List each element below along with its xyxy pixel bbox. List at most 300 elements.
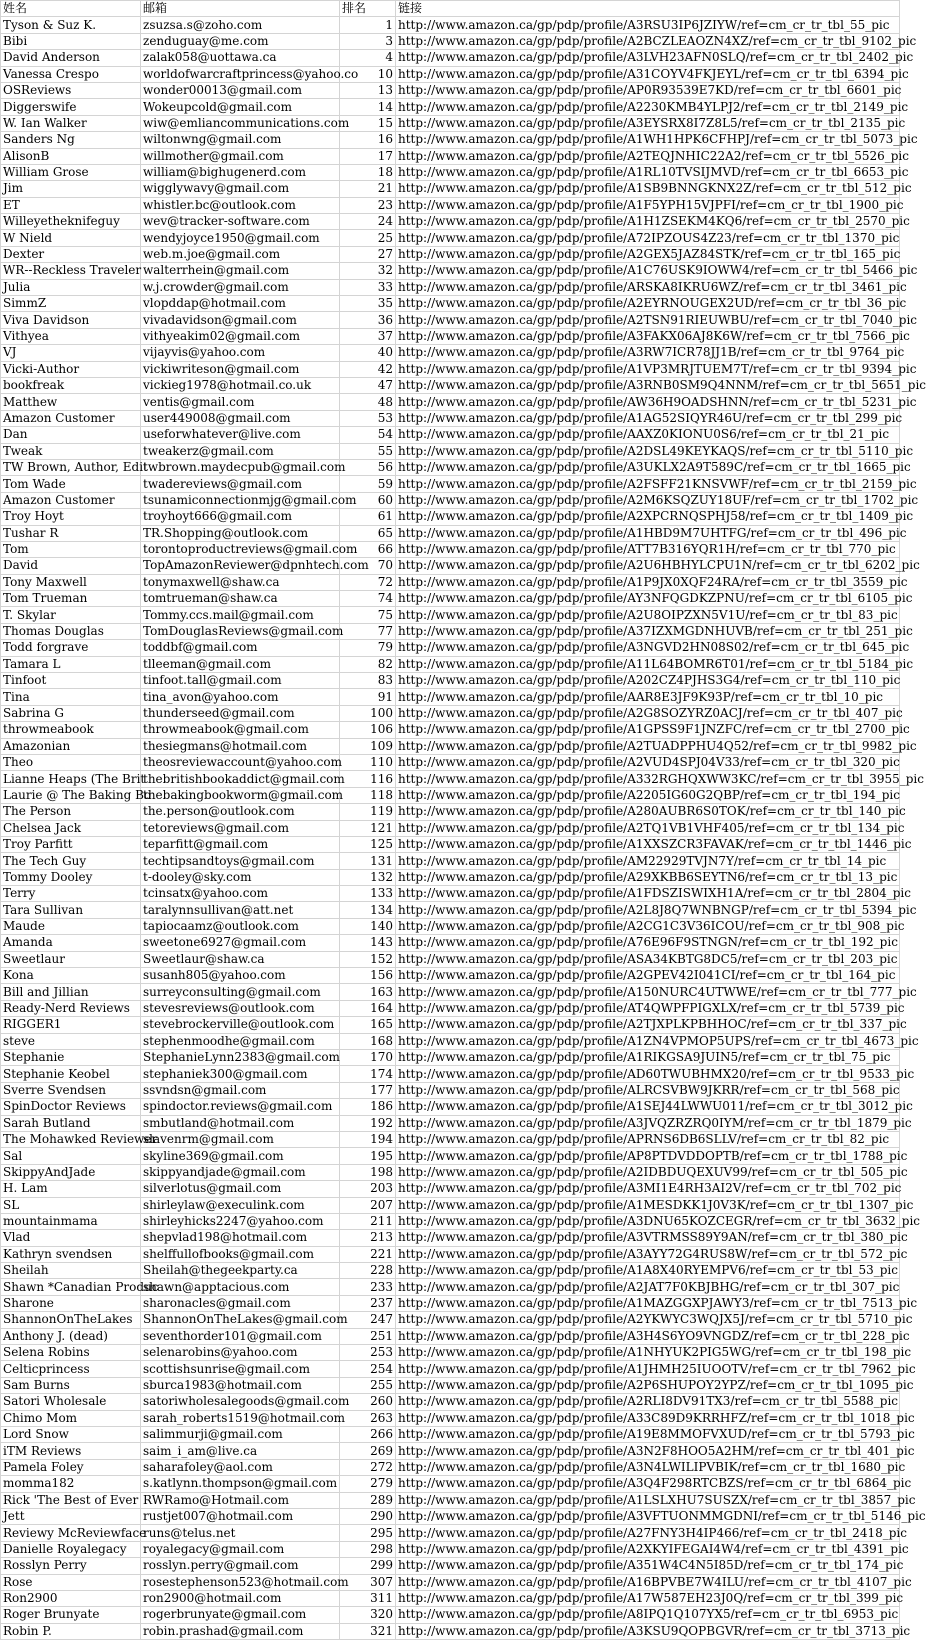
rank-cell[interactable]: 15: [340, 115, 396, 131]
email-cell[interactable]: user449008@gmail.com: [141, 410, 340, 426]
name-cell[interactable]: SkippyAndJade: [1, 1164, 141, 1180]
rank-cell[interactable]: 163: [340, 984, 396, 1000]
link-cell[interactable]: http://www.amazon.ca/gp/pdp/profile/A3VFTUONMMGDNI/ref=cm_cr_tr_tbl_5146_pic: [396, 1508, 900, 1524]
email-cell[interactable]: vlopddap@hotmail.com: [141, 296, 340, 312]
email-cell[interactable]: taralynnsullivan@att.net: [141, 902, 340, 918]
email-cell[interactable]: Sweetlaur@shaw.ca: [141, 951, 340, 967]
rank-cell[interactable]: 269: [340, 1443, 396, 1459]
email-cell[interactable]: willmother@gmail.com: [141, 148, 340, 164]
rank-cell[interactable]: 54: [340, 427, 396, 443]
email-cell[interactable]: Wokeupcold@gmail.com: [141, 99, 340, 115]
link-cell[interactable]: http://www.amazon.ca/gp/pdp/profile/A29XKBB6SEYTN6/ref=cm_cr_tr_tbl_13_pic: [396, 869, 900, 885]
email-cell[interactable]: shepvlad198@hotmail.com: [141, 1230, 340, 1246]
link-cell[interactable]: http://www.amazon.ca/gp/pdp/profile/ATT7B316YQR1H/ref=cm_cr_tr_tbl_770_pic: [396, 541, 900, 557]
name-cell[interactable]: mountainmama: [1, 1213, 141, 1229]
name-cell[interactable]: Rose: [1, 1574, 141, 1590]
email-cell[interactable]: shawn@apptacious.com: [141, 1279, 340, 1295]
link-cell[interactable]: http://www.amazon.ca/gp/pdp/profile/A2M6KSQZUY18UF/ref=cm_cr_tr_tbl_1702_pic: [396, 492, 900, 508]
link-cell[interactable]: http://www.amazon.ca/gp/pdp/profile/AW36H9OADSHNN/ref=cm_cr_tr_tbl_5231_pic: [396, 394, 900, 410]
email-cell[interactable]: thebakingbookworm@gmail.com: [141, 787, 340, 803]
rank-cell[interactable]: 36: [340, 312, 396, 328]
email-cell[interactable]: shirleylaw@execulink.com: [141, 1197, 340, 1213]
link-cell[interactable]: http://www.amazon.ca/gp/pdp/profile/A3AYY72G4RUS8W/ref=cm_cr_tr_tbl_572_pic: [396, 1246, 900, 1262]
name-cell[interactable]: Terry: [1, 886, 141, 902]
email-cell[interactable]: ShannonOnTheLakes@gmail.com: [141, 1312, 340, 1328]
email-cell[interactable]: TomDouglasReviews@gmail.com: [141, 623, 340, 639]
rank-cell[interactable]: 266: [340, 1426, 396, 1442]
rank-cell[interactable]: 33: [340, 279, 396, 295]
name-cell[interactable]: Rick 'The Best of Ever: [1, 1492, 141, 1508]
email-cell[interactable]: robin.prashad@gmail.com: [141, 1623, 340, 1639]
name-cell[interactable]: W. Ian Walker: [1, 115, 141, 131]
rank-cell[interactable]: 164: [340, 1000, 396, 1016]
name-cell[interactable]: The Tech Guy: [1, 853, 141, 869]
email-cell[interactable]: TR.Shopping@outlook.com: [141, 525, 340, 541]
rank-cell[interactable]: 72: [340, 574, 396, 590]
email-cell[interactable]: selenarobins@yahoo.com: [141, 1345, 340, 1361]
email-cell[interactable]: StephanieLynn2383@gmail.com: [141, 1050, 340, 1066]
link-cell[interactable]: http://www.amazon.ca/gp/pdp/profile/A3LVH23AFN0SLQ/ref=cm_cr_tr_tbl_2402_pic: [396, 50, 900, 66]
rank-cell[interactable]: 255: [340, 1377, 396, 1393]
rank-cell[interactable]: 132: [340, 869, 396, 885]
link-cell[interactable]: http://www.amazon.ca/gp/pdp/profile/A2XPCRNQSPHJ58/ref=cm_cr_tr_tbl_1409_pic: [396, 509, 900, 525]
email-cell[interactable]: whistler.bc@outlook.com: [141, 197, 340, 213]
email-cell[interactable]: Tommy.ccs.mail@gmail.com: [141, 607, 340, 623]
email-cell[interactable]: ventis@gmail.com: [141, 394, 340, 410]
rank-cell[interactable]: 4: [340, 50, 396, 66]
name-cell[interactable]: Amazon Customer: [1, 410, 141, 426]
name-cell[interactable]: Celticprincess: [1, 1361, 141, 1377]
email-cell[interactable]: tapiocaamz@outlook.com: [141, 918, 340, 934]
name-cell[interactable]: Lianne Heaps (The Brit: [1, 771, 141, 787]
rank-cell[interactable]: 60: [340, 492, 396, 508]
email-cell[interactable]: thebritishbookaddict@gmail.com: [141, 771, 340, 787]
name-cell[interactable]: Vanessa Crespo: [1, 66, 141, 82]
column-header-name[interactable]: 姓名: [1, 1, 141, 17]
name-cell[interactable]: Tom Trueman: [1, 591, 141, 607]
email-cell[interactable]: tinfoot.tall@gmail.com: [141, 673, 340, 689]
name-cell[interactable]: Anthony J. (dead): [1, 1328, 141, 1344]
name-cell[interactable]: Reviewy McReviewface: [1, 1525, 141, 1541]
email-cell[interactable]: stevesreviews@outlook.com: [141, 1000, 340, 1016]
rank-cell[interactable]: 70: [340, 558, 396, 574]
link-cell[interactable]: http://www.amazon.ca/gp/pdp/profile/A37IZXMGDNHUVB/ref=cm_cr_tr_tbl_251_pic: [396, 623, 900, 639]
link-cell[interactable]: http://www.amazon.ca/gp/pdp/profile/A2EYRNOUGEX2UD/ref=cm_cr_tr_tbl_36_pic: [396, 296, 900, 312]
name-cell[interactable]: Vlad: [1, 1230, 141, 1246]
name-cell[interactable]: Diggerswife: [1, 99, 141, 115]
name-cell[interactable]: Amanda: [1, 935, 141, 951]
link-cell[interactable]: http://www.amazon.ca/gp/pdp/profile/A2CG1C3V36ICOU/ref=cm_cr_tr_tbl_908_pic: [396, 918, 900, 934]
email-cell[interactable]: wiw@emliancommunications.com: [141, 115, 340, 131]
link-cell[interactable]: http://www.amazon.ca/gp/pdp/profile/A2G8SOZYRZ0ACJ/ref=cm_cr_tr_tbl_407_pic: [396, 705, 900, 721]
link-cell[interactable]: http://www.amazon.ca/gp/pdp/profile/A1VP3MRJTUEM7T/ref=cm_cr_tr_tbl_9394_pic: [396, 361, 900, 377]
name-cell[interactable]: RIGGER1: [1, 1017, 141, 1033]
email-cell[interactable]: sweetone6927@gmail.com: [141, 935, 340, 951]
link-cell[interactable]: http://www.amazon.ca/gp/pdp/profile/A3DNU65KOZCEGR/ref=cm_cr_tr_tbl_3632_pic: [396, 1213, 900, 1229]
rank-cell[interactable]: 170: [340, 1050, 396, 1066]
rank-cell[interactable]: 125: [340, 836, 396, 852]
rank-cell[interactable]: 65: [340, 525, 396, 541]
link-cell[interactable]: http://www.amazon.ca/gp/pdp/profile/ALRCSVBW9JKRR/ref=cm_cr_tr_tbl_568_pic: [396, 1082, 900, 1098]
link-cell[interactable]: http://www.amazon.ca/gp/pdp/profile/AM22929TVJN7Y/ref=cm_cr_tr_tbl_14_pic: [396, 853, 900, 869]
email-cell[interactable]: saim_i_am@live.ca: [141, 1443, 340, 1459]
name-cell[interactable]: steve: [1, 1033, 141, 1049]
link-cell[interactable]: http://www.amazon.ca/gp/pdp/profile/AT4QWPFPIGXLX/ref=cm_cr_tr_tbl_5739_pic: [396, 1000, 900, 1016]
email-cell[interactable]: techtipsandtoys@gmail.com: [141, 853, 340, 869]
link-cell[interactable]: http://www.amazon.ca/gp/pdp/profile/A2BCZLEAOZN4XZ/ref=cm_cr_tr_tbl_9102_pic: [396, 33, 900, 49]
link-cell[interactable]: http://www.amazon.ca/gp/pdp/profile/A2TEQJNHIC22A2/ref=cm_cr_tr_tbl_5526_pic: [396, 148, 900, 164]
link-cell[interactable]: http://www.amazon.ca/gp/pdp/profile/A31COYV4FKJEYL/ref=cm_cr_tr_tbl_6394_pic: [396, 66, 900, 82]
rank-cell[interactable]: 42: [340, 361, 396, 377]
rank-cell[interactable]: 32: [340, 263, 396, 279]
email-cell[interactable]: RWRamo@Hotmail.com: [141, 1492, 340, 1508]
column-header-rank[interactable]: 排名: [340, 1, 396, 17]
email-cell[interactable]: web.m.joe@gmail.com: [141, 246, 340, 262]
name-cell[interactable]: Tara Sullivan: [1, 902, 141, 918]
rank-cell[interactable]: 260: [340, 1394, 396, 1410]
rank-cell[interactable]: 156: [340, 968, 396, 984]
name-cell[interactable]: Tweak: [1, 443, 141, 459]
link-cell[interactable]: http://www.amazon.ca/gp/pdp/profile/A2TQ1VB1VHF405/ref=cm_cr_tr_tbl_134_pic: [396, 820, 900, 836]
link-cell[interactable]: http://www.amazon.ca/gp/pdp/profile/A2XKYIFEGAI4W4/ref=cm_cr_tr_tbl_4391_pic: [396, 1541, 900, 1557]
name-cell[interactable]: Willeyetheknifeguy: [1, 214, 141, 230]
email-cell[interactable]: royalegacy@gmail.com: [141, 1541, 340, 1557]
link-cell[interactable]: http://www.amazon.ca/gp/pdp/profile/A8IPQ1Q107YX5/ref=cm_cr_tr_tbl_6953_pic: [396, 1607, 900, 1623]
rank-cell[interactable]: 66: [340, 541, 396, 557]
name-cell[interactable]: Thomas Douglas: [1, 623, 141, 639]
link-cell[interactable]: http://www.amazon.ca/gp/pdp/profile/A3Q4F298RTCBZS/ref=cm_cr_tr_tbl_6864_pic: [396, 1476, 900, 1492]
email-cell[interactable]: satoriwholesalegoods@gmail.com: [141, 1394, 340, 1410]
name-cell[interactable]: Troy Hoyt: [1, 509, 141, 525]
rank-cell[interactable]: 16: [340, 132, 396, 148]
email-cell[interactable]: troyhoyt666@gmail.com: [141, 509, 340, 525]
email-cell[interactable]: zalak058@uottawa.ca: [141, 50, 340, 66]
name-cell[interactable]: William Grose: [1, 164, 141, 180]
rank-cell[interactable]: 109: [340, 738, 396, 754]
name-cell[interactable]: Ready-Nerd Reviews: [1, 1000, 141, 1016]
email-cell[interactable]: seventhorder101@gmail.com: [141, 1328, 340, 1344]
link-cell[interactable]: http://www.amazon.ca/gp/pdp/profile/A3UKLX2A9T589C/ref=cm_cr_tr_tbl_1665_pic: [396, 459, 900, 475]
name-cell[interactable]: Laurie @ The Baking Bo: [1, 787, 141, 803]
email-cell[interactable]: zenduguay@me.com: [141, 33, 340, 49]
link-cell[interactable]: http://www.amazon.ca/gp/pdp/profile/A2RLI8DV91TX3/ref=cm_cr_tr_tbl_5588_pic: [396, 1394, 900, 1410]
email-cell[interactable]: wev@tracker-software.com: [141, 214, 340, 230]
link-cell[interactable]: http://www.amazon.ca/gp/pdp/profile/A16BPVBE7W4ILU/ref=cm_cr_tr_tbl_4107_pic: [396, 1574, 900, 1590]
rank-cell[interactable]: 74: [340, 591, 396, 607]
email-cell[interactable]: useforwhatever@live.com: [141, 427, 340, 443]
rank-cell[interactable]: 24: [340, 214, 396, 230]
rank-cell[interactable]: 213: [340, 1230, 396, 1246]
name-cell[interactable]: Rosslyn Perry: [1, 1558, 141, 1574]
link-cell[interactable]: http://www.amazon.ca/gp/pdp/profile/A2IDBDUQEXUV99/ref=cm_cr_tr_tbl_505_pic: [396, 1164, 900, 1180]
link-cell[interactable]: http://www.amazon.ca/gp/pdp/profile/A3N2F8HOO5A2HM/ref=cm_cr_tr_tbl_401_pic: [396, 1443, 900, 1459]
link-cell[interactable]: http://www.amazon.ca/gp/pdp/profile/A3JVQZRZRQ0IYM/ref=cm_cr_tr_tbl_1879_pic: [396, 1115, 900, 1131]
rank-cell[interactable]: 10: [340, 66, 396, 82]
rank-cell[interactable]: 311: [340, 1590, 396, 1606]
link-cell[interactable]: http://www.amazon.ca/gp/pdp/profile/A1LSLXHU7SUSZX/ref=cm_cr_tr_tbl_3857_pic: [396, 1492, 900, 1508]
email-cell[interactable]: thesiegmans@hotmail.com: [141, 738, 340, 754]
name-cell[interactable]: AlisonB: [1, 148, 141, 164]
email-cell[interactable]: zsuzsa.s@zoho.com: [141, 17, 340, 33]
email-cell[interactable]: silverlotus@gmail.com: [141, 1181, 340, 1197]
name-cell[interactable]: Selena Robins: [1, 1345, 141, 1361]
column-header-email[interactable]: 邮箱: [141, 1, 340, 17]
link-cell[interactable]: http://www.amazon.ca/gp/pdp/profile/A1F5YPH15VJPFI/ref=cm_cr_tr_tbl_1900_pic: [396, 197, 900, 213]
link-cell[interactable]: http://www.amazon.ca/gp/pdp/profile/A2GPEV42I041CI/ref=cm_cr_tr_tbl_164_pic: [396, 968, 900, 984]
link-cell[interactable]: http://www.amazon.ca/gp/pdp/profile/A76E96F9STNGN/ref=cm_cr_tr_tbl_192_pic: [396, 935, 900, 951]
rank-cell[interactable]: 21: [340, 181, 396, 197]
name-cell[interactable]: The Mohawked Reviewer: [1, 1131, 141, 1147]
name-cell[interactable]: WR--Reckless Traveler: [1, 263, 141, 279]
link-cell[interactable]: http://www.amazon.ca/gp/pdp/profile/A3N4LWILIPVBIK/ref=cm_cr_tr_tbl_1680_pic: [396, 1459, 900, 1475]
rank-cell[interactable]: 18: [340, 164, 396, 180]
name-cell[interactable]: SpinDoctor Reviews: [1, 1099, 141, 1115]
name-cell[interactable]: Chimo Mom: [1, 1410, 141, 1426]
name-cell[interactable]: Lord Snow: [1, 1426, 141, 1442]
name-cell[interactable]: Sweetlaur: [1, 951, 141, 967]
email-cell[interactable]: stephaniek300@gmail.com: [141, 1066, 340, 1082]
name-cell[interactable]: Amazonian: [1, 738, 141, 754]
email-cell[interactable]: rogerbrunyate@gmail.com: [141, 1607, 340, 1623]
name-cell[interactable]: Dan: [1, 427, 141, 443]
email-cell[interactable]: the.person@outlook.com: [141, 804, 340, 820]
rank-cell[interactable]: 177: [340, 1082, 396, 1098]
link-cell[interactable]: http://www.amazon.ca/gp/pdp/profile/A150NURC4UTWWE/ref=cm_cr_tr_tbl_777_pic: [396, 984, 900, 1000]
link-cell[interactable]: http://www.amazon.ca/gp/pdp/profile/A2205IG60G2QBP/ref=cm_cr_tr_tbl_194_pic: [396, 787, 900, 803]
link-cell[interactable]: http://www.amazon.ca/gp/pdp/profile/APRNS6DB6SLLV/ref=cm_cr_tr_tbl_82_pic: [396, 1131, 900, 1147]
rank-cell[interactable]: 251: [340, 1328, 396, 1344]
name-cell[interactable]: Matthew: [1, 394, 141, 410]
link-cell[interactable]: http://www.amazon.ca/gp/pdp/profile/A1NHYUK2PIG5WG/ref=cm_cr_tr_tbl_198_pic: [396, 1345, 900, 1361]
name-cell[interactable]: Vicki-Author: [1, 361, 141, 377]
email-cell[interactable]: tomtrueman@shaw.ca: [141, 591, 340, 607]
email-cell[interactable]: throwmeabook@gmail.com: [141, 722, 340, 738]
name-cell[interactable]: Sanders Ng: [1, 132, 141, 148]
link-cell[interactable]: http://www.amazon.ca/gp/pdp/profile/A2VUD4SPJ04V33/ref=cm_cr_tr_tbl_320_pic: [396, 754, 900, 770]
name-cell[interactable]: Tushar R: [1, 525, 141, 541]
email-cell[interactable]: vickieg1978@hotmail.co.uk: [141, 377, 340, 393]
rank-cell[interactable]: 165: [340, 1017, 396, 1033]
name-cell[interactable]: TW Brown, Author, Edit: [1, 459, 141, 475]
rank-cell[interactable]: 53: [340, 410, 396, 426]
name-cell[interactable]: Sam Burns: [1, 1377, 141, 1393]
email-cell[interactable]: rosslyn.perry@gmail.com: [141, 1558, 340, 1574]
link-cell[interactable]: http://www.amazon.ca/gp/pdp/profile/AD60TWUBHMX20/ref=cm_cr_tr_tbl_9533_pic: [396, 1066, 900, 1082]
email-cell[interactable]: torontoproductreviews@gmail.com: [141, 541, 340, 557]
rank-cell[interactable]: 3: [340, 33, 396, 49]
rank-cell[interactable]: 174: [340, 1066, 396, 1082]
email-cell[interactable]: smbutland@hotmail.com: [141, 1115, 340, 1131]
rank-cell[interactable]: 133: [340, 886, 396, 902]
email-cell[interactable]: tetoreviews@gmail.com: [141, 820, 340, 836]
email-cell[interactable]: twbrown.maydecpub@gmail.com: [141, 459, 340, 475]
rank-cell[interactable]: 207: [340, 1197, 396, 1213]
link-cell[interactable]: http://www.amazon.ca/gp/pdp/profile/AAXZ0KIONU0S6/ref=cm_cr_tr_tbl_21_pic: [396, 427, 900, 443]
name-cell[interactable]: Sheilah: [1, 1263, 141, 1279]
column-header-link[interactable]: 链接: [396, 1, 900, 17]
name-cell[interactable]: Sal: [1, 1148, 141, 1164]
link-cell[interactable]: http://www.amazon.ca/gp/pdp/profile/A1ZN4VPMOP5UPS/ref=cm_cr_tr_tbl_4673_pic: [396, 1033, 900, 1049]
rank-cell[interactable]: 82: [340, 656, 396, 672]
rank-cell[interactable]: 75: [340, 607, 396, 623]
email-cell[interactable]: rustjet007@hotmail.com: [141, 1508, 340, 1524]
link-cell[interactable]: http://www.amazon.ca/gp/pdp/profile/A72IPZOUS4Z23/ref=cm_cr_tr_tbl_1370_pic: [396, 230, 900, 246]
rank-cell[interactable]: 247: [340, 1312, 396, 1328]
link-cell[interactable]: http://www.amazon.ca/gp/pdp/profile/A1H1ZSEKM4KQ6/ref=cm_cr_tr_tbl_2570_pic: [396, 214, 900, 230]
rank-cell[interactable]: 77: [340, 623, 396, 639]
link-cell[interactable]: http://www.amazon.ca/gp/pdp/profile/A3RW7ICR78JJ1B/ref=cm_cr_tr_tbl_9764_pic: [396, 345, 900, 361]
name-cell[interactable]: Theo: [1, 754, 141, 770]
name-cell[interactable]: Stephanie: [1, 1050, 141, 1066]
name-cell[interactable]: iTM Reviews: [1, 1443, 141, 1459]
name-cell[interactable]: Jett: [1, 1508, 141, 1524]
name-cell[interactable]: Tony Maxwell: [1, 574, 141, 590]
email-cell[interactable]: sburca1983@hotmail.com: [141, 1377, 340, 1393]
email-cell[interactable]: saharafoley@aol.com: [141, 1459, 340, 1475]
email-cell[interactable]: spindoctor.reviews@gmail.com: [141, 1099, 340, 1115]
name-cell[interactable]: Bill and Jillian: [1, 984, 141, 1000]
email-cell[interactable]: ron2900@hotmail.com: [141, 1590, 340, 1606]
rank-cell[interactable]: 1: [340, 17, 396, 33]
name-cell[interactable]: Satori Wholesale: [1, 1394, 141, 1410]
rank-cell[interactable]: 47: [340, 377, 396, 393]
email-cell[interactable]: worldofwarcraftprincess@yahoo.co: [141, 66, 340, 82]
rank-cell[interactable]: 168: [340, 1033, 396, 1049]
link-cell[interactable]: http://www.amazon.ca/gp/pdp/profile/A2P6SHUPOY2YPZ/ref=cm_cr_tr_tbl_1095_pic: [396, 1377, 900, 1393]
name-cell[interactable]: Tom Wade: [1, 476, 141, 492]
rank-cell[interactable]: 23: [340, 197, 396, 213]
rank-cell[interactable]: 195: [340, 1148, 396, 1164]
email-cell[interactable]: susanh805@yahoo.com: [141, 968, 340, 984]
rank-cell[interactable]: 56: [340, 459, 396, 475]
rank-cell[interactable]: 61: [340, 509, 396, 525]
name-cell[interactable]: Tinfoot: [1, 673, 141, 689]
email-cell[interactable]: vickiwriteson@gmail.com: [141, 361, 340, 377]
name-cell[interactable]: Sharone: [1, 1295, 141, 1311]
name-cell[interactable]: ET: [1, 197, 141, 213]
email-cell[interactable]: salimmurji@gmail.com: [141, 1426, 340, 1442]
email-cell[interactable]: wigglywavy@gmail.com: [141, 181, 340, 197]
rank-cell[interactable]: 272: [340, 1459, 396, 1475]
name-cell[interactable]: ShannonOnTheLakes: [1, 1312, 141, 1328]
name-cell[interactable]: The Person: [1, 804, 141, 820]
link-cell[interactable]: http://www.amazon.ca/gp/pdp/profile/A1MAZGGXPJAWY3/ref=cm_cr_tr_tbl_7513_pic: [396, 1295, 900, 1311]
name-cell[interactable]: W Nield: [1, 230, 141, 246]
rank-cell[interactable]: 100: [340, 705, 396, 721]
email-cell[interactable]: tina_avon@yahoo.com: [141, 689, 340, 705]
rank-cell[interactable]: 186: [340, 1099, 396, 1115]
rank-cell[interactable]: 198: [340, 1164, 396, 1180]
rank-cell[interactable]: 35: [340, 296, 396, 312]
email-cell[interactable]: surreyconsulting@gmail.com: [141, 984, 340, 1000]
rank-cell[interactable]: 134: [340, 902, 396, 918]
email-cell[interactable]: w.j.crowder@gmail.com: [141, 279, 340, 295]
link-cell[interactable]: http://www.amazon.ca/gp/pdp/profile/A3EYSRX8I7Z8L5/ref=cm_cr_tr_tbl_2135_pic: [396, 115, 900, 131]
email-cell[interactable]: toddbf@gmail.com: [141, 640, 340, 656]
link-cell[interactable]: http://www.amazon.ca/gp/pdp/profile/A280AUBR6S0TOK/ref=cm_cr_tr_tbl_140_pic: [396, 804, 900, 820]
email-cell[interactable]: stevebrockerville@outlook.com: [141, 1017, 340, 1033]
email-cell[interactable]: vithyeakim02@gmail.com: [141, 328, 340, 344]
link-cell[interactable]: http://www.amazon.ca/gp/pdp/profile/A19E8MMOFVXUD/ref=cm_cr_tr_tbl_5793_pic: [396, 1426, 900, 1442]
rank-cell[interactable]: 211: [340, 1213, 396, 1229]
rank-cell[interactable]: 295: [340, 1525, 396, 1541]
link-cell[interactable]: http://www.amazon.ca/gp/pdp/profile/ASA34KBTG8DC5/ref=cm_cr_tr_tbl_203_pic: [396, 951, 900, 967]
name-cell[interactable]: Sarah Butland: [1, 1115, 141, 1131]
name-cell[interactable]: Vithyea: [1, 328, 141, 344]
link-cell[interactable]: http://www.amazon.ca/gp/pdp/profile/A3H4S6YO9VNGDZ/ref=cm_cr_tr_tbl_228_pic: [396, 1328, 900, 1344]
email-cell[interactable]: wonder00013@gmail.com: [141, 82, 340, 98]
link-cell[interactable]: http://www.amazon.ca/gp/pdp/profile/A2U8OIPZXN5V1U/ref=cm_cr_tr_tbl_83_pic: [396, 607, 900, 623]
link-cell[interactable]: http://www.amazon.ca/gp/pdp/profile/A1MESDKK1J0V3K/ref=cm_cr_tr_tbl_1307_pic: [396, 1197, 900, 1213]
link-cell[interactable]: http://www.amazon.ca/gp/pdp/profile/A17W587EH23J0Q/ref=cm_cr_tr_tbl_399_pic: [396, 1590, 900, 1606]
rank-cell[interactable]: 17: [340, 148, 396, 164]
email-cell[interactable]: runs@telus.net: [141, 1525, 340, 1541]
link-cell[interactable]: http://www.amazon.ca/gp/pdp/profile/A11L64BOMR6T01/ref=cm_cr_tr_tbl_5184_pic: [396, 656, 900, 672]
rank-cell[interactable]: 106: [340, 722, 396, 738]
rank-cell[interactable]: 14: [340, 99, 396, 115]
link-cell[interactable]: http://www.amazon.ca/gp/pdp/profile/A1FDSZISWIXH1A/ref=cm_cr_tr_tbl_2804_pic: [396, 886, 900, 902]
link-cell[interactable]: http://www.amazon.ca/gp/pdp/profile/A2YKWYC3WQJX5J/ref=cm_cr_tr_tbl_5710_pic: [396, 1312, 900, 1328]
email-cell[interactable]: vijayvis@yahoo.com: [141, 345, 340, 361]
email-cell[interactable]: wendyjoyce1950@gmail.com: [141, 230, 340, 246]
rank-cell[interactable]: 298: [340, 1541, 396, 1557]
email-cell[interactable]: wiltonwng@gmail.com: [141, 132, 340, 148]
name-cell[interactable]: Danielle Royalegacy: [1, 1541, 141, 1557]
rank-cell[interactable]: 254: [340, 1361, 396, 1377]
email-cell[interactable]: tsunamiconnectionmjg@gmail.com: [141, 492, 340, 508]
rank-cell[interactable]: 263: [340, 1410, 396, 1426]
link-cell[interactable]: http://www.amazon.ca/gp/pdp/profile/A351W4C4N5I85D/ref=cm_cr_tr_tbl_174_pic: [396, 1558, 900, 1574]
rank-cell[interactable]: 27: [340, 246, 396, 262]
name-cell[interactable]: Tina: [1, 689, 141, 705]
email-cell[interactable]: s.katlynn.thompson@gmail.com: [141, 1476, 340, 1492]
link-cell[interactable]: http://www.amazon.ca/gp/pdp/profile/A2GEX5JAZ84STK/ref=cm_cr_tr_tbl_165_pic: [396, 246, 900, 262]
rank-cell[interactable]: 79: [340, 640, 396, 656]
rank-cell[interactable]: 119: [340, 804, 396, 820]
link-cell[interactable]: http://www.amazon.ca/gp/pdp/profile/A1RL10TVSIJMVD/ref=cm_cr_tr_tbl_6653_pic: [396, 164, 900, 180]
email-cell[interactable]: shelffullofbooks@gmail.com: [141, 1246, 340, 1262]
email-cell[interactable]: Sheilah@thegeekparty.ca: [141, 1263, 340, 1279]
link-cell[interactable]: http://www.amazon.ca/gp/pdp/profile/A332RGHQXWW3KC/ref=cm_cr_tr_tbl_3955_pic: [396, 771, 900, 787]
email-cell[interactable]: tonymaxwell@shaw.ca: [141, 574, 340, 590]
link-cell[interactable]: http://www.amazon.ca/gp/pdp/profile/A202CZ4PJHS3G4/ref=cm_cr_tr_tbl_110_pic: [396, 673, 900, 689]
email-cell[interactable]: walterrhein@gmail.com: [141, 263, 340, 279]
link-cell[interactable]: http://www.amazon.ca/gp/pdp/profile/A1GPSS9F1JNZFC/ref=cm_cr_tr_tbl_2700_pic: [396, 722, 900, 738]
email-cell[interactable]: twadereviews@gmail.com: [141, 476, 340, 492]
name-cell[interactable]: Bibi: [1, 33, 141, 49]
link-cell[interactable]: http://www.amazon.ca/gp/pdp/profile/A2TUADPPHU4Q52/ref=cm_cr_tr_tbl_9982_pic: [396, 738, 900, 754]
email-cell[interactable]: william@bighugenerd.com: [141, 164, 340, 180]
rank-cell[interactable]: 152: [340, 951, 396, 967]
link-cell[interactable]: http://www.amazon.ca/gp/pdp/profile/A2FSFF21KNSVWF/ref=cm_cr_tr_tbl_2159_pic: [396, 476, 900, 492]
name-cell[interactable]: SimmZ: [1, 296, 141, 312]
name-cell[interactable]: Tommy Dooley: [1, 869, 141, 885]
link-cell[interactable]: http://www.amazon.ca/gp/pdp/profile/A33C89D9KRRHFZ/ref=cm_cr_tr_tbl_1018_pic: [396, 1410, 900, 1426]
name-cell[interactable]: Sabrina G: [1, 705, 141, 721]
email-cell[interactable]: TopAmazonReviewer@dpnhtech.com: [141, 558, 340, 574]
name-cell[interactable]: Ron2900: [1, 1590, 141, 1606]
rank-cell[interactable]: 321: [340, 1623, 396, 1639]
rank-cell[interactable]: 299: [340, 1558, 396, 1574]
email-cell[interactable]: slavenrm@gmail.com: [141, 1131, 340, 1147]
link-cell[interactable]: http://www.amazon.ca/gp/pdp/profile/A1AG52SIQYR46U/ref=cm_cr_tr_tbl_299_pic: [396, 410, 900, 426]
link-cell[interactable]: http://www.amazon.ca/gp/pdp/profile/A3MI1E4RH3AI2V/ref=cm_cr_tr_tbl_702_pic: [396, 1181, 900, 1197]
name-cell[interactable]: Shawn *Canadian Produc: [1, 1279, 141, 1295]
rank-cell[interactable]: 194: [340, 1131, 396, 1147]
email-cell[interactable]: ssvndsn@gmail.com: [141, 1082, 340, 1098]
email-cell[interactable]: rosestephenson523@hotmail.com: [141, 1574, 340, 1590]
rank-cell[interactable]: 307: [340, 1574, 396, 1590]
